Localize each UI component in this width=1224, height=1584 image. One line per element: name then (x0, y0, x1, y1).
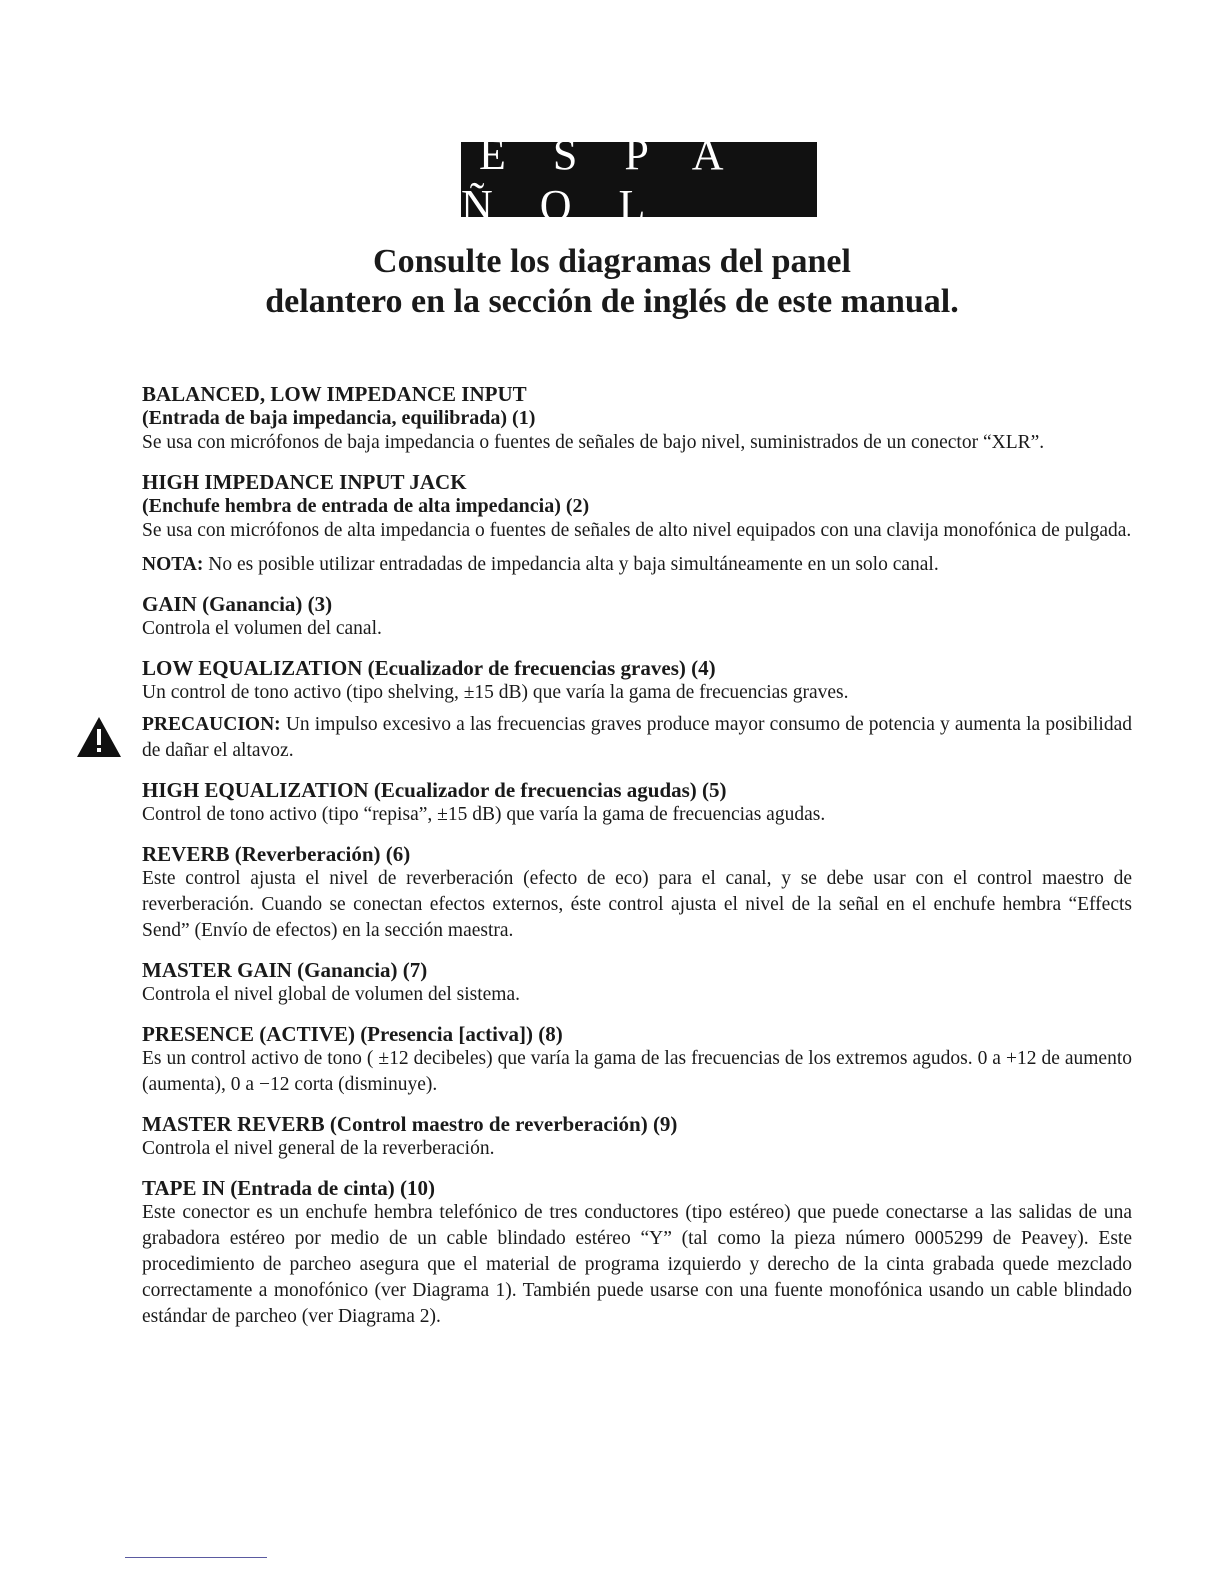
note-paragraph (142, 552, 1132, 578)
section-body: Este control ajusta el nivel de reverberación (efecto de eco) para el canal, y se debe usar con el control maestro de reverberación. Cuando se conectan efectos externos, éste control ajusta el nivel de la señal en el enchufe hembra “Effects Send” (Envío de efectos) en la sección maestra. (142, 868, 1132, 941)
section-heading: MASTER REVERB (Control maestro de reverberación) (9) (142, 1112, 678, 1136)
section-balanced-input (142, 382, 1132, 456)
section-subheading: (Entrada de baja impedancia, equilibrada) (1) (142, 407, 536, 429)
note-text: No es posible utilizar entradadas de impedancia alta y baja simultáneamente en un solo canal. (203, 554, 939, 575)
section-subheading: (Enchufe hembra de entrada de alta impedancia) (2) (142, 495, 590, 517)
section-gain (142, 592, 1132, 642)
section-high-eq (142, 778, 1132, 828)
section-high-impedance-jack (142, 470, 1132, 578)
section-body: Este conector es un enchufe hembra telefónico de tres conductores (tipo estéreo) que puede conectarse a las salidas de una grabadora estéreo por medio de un cable blindado estéreo “Y” (tal como la pieza número 0005299 de Peavey). Este procedimiento de parcheo asegura que el material de programa izquierdo y derecho de la cinta grabada quede mezclado correctamente a monofónico (ver Diagrama 1). También puede usarse con una fuente monofónica usando un cable blindado estándar de parcheo (ver Diagrama 2). (142, 1202, 1132, 1327)
subtitle-line-1: Consulte los diagramas del panel (373, 243, 851, 280)
caution-label: PRECAUCION: (142, 714, 281, 735)
subtitle-line-2: delantero en la sección de inglés de este manual. (265, 283, 959, 320)
section-body: Controla el volumen del canal. (142, 618, 382, 639)
section-body: Se usa con micrófonos de baja impedancia o fuentes de señales de bajo nivel, suministrados de un conector “XLR”. (142, 432, 1045, 453)
section-heading: BALANCED, LOW IMPEDANCE INPUT (142, 382, 527, 406)
section-low-eq (142, 656, 1132, 764)
section-body: Se usa con micrófonos de alta impedancia o fuentes de señales de alto nivel equipados con una clavija monofónica de pulgada. (142, 520, 1132, 541)
section-heading: MASTER GAIN (Ganancia) (7) (142, 958, 428, 982)
caution-text: Un impulso excesivo a las frecuencias graves produce mayor consumo de potencia y aumenta la posibilidad de dañar el altavoz. (142, 714, 1132, 761)
section-heading: REVERB (Reverberación) (6) (142, 842, 411, 866)
warning-icon (76, 716, 122, 758)
section-body: Un control de tono activo (tipo shelving, ±15 dB) que varía la gama de frecuencias graves. (142, 682, 849, 703)
section-master-reverb (142, 1112, 1132, 1162)
section-heading: HIGH EQUALIZATION (Ecualizador de frecuencias agudas) (5) (142, 778, 727, 802)
section-heading: TAPE IN (Entrada de cinta) (10) (142, 1176, 436, 1200)
note-label: NOTA: (142, 554, 204, 575)
manual-content (142, 382, 1132, 1340)
section-heading: LOW EQUALIZATION (Ecualizador de frecuencias graves) (4) (142, 656, 716, 680)
section-body: Es un control activo de tono ( ±12 decibeles) que varía la gama de las frecuencias de los extremos agudos. 0 a +12 de aumento (aumenta), 0 a −12 corta (disminuye). (142, 1048, 1132, 1095)
section-heading: PRESENCE (ACTIVE) (Presencia [activa]) (8) (142, 1022, 563, 1046)
section-reverb (142, 842, 1132, 944)
page-subtitle (0, 242, 1224, 322)
section-body: Controla el nivel global de volumen del sistema. (142, 984, 521, 1005)
section-master-gain (142, 958, 1132, 1008)
section-body: Controla el nivel general de la reverberación. (142, 1138, 495, 1159)
section-heading: GAIN (Ganancia) (3) (142, 592, 333, 616)
language-banner: E S P A Ñ O L (461, 142, 817, 217)
section-presence (142, 1022, 1132, 1098)
section-tape-in (142, 1176, 1132, 1330)
section-heading: HIGH IMPEDANCE INPUT JACK (142, 470, 467, 494)
footer-rule (125, 1557, 267, 1558)
caution-paragraph (142, 712, 1132, 764)
section-body: Control de tono activo (tipo “repisa”, ±15 dB) que varía la gama de frecuencias agudas. (142, 804, 826, 825)
